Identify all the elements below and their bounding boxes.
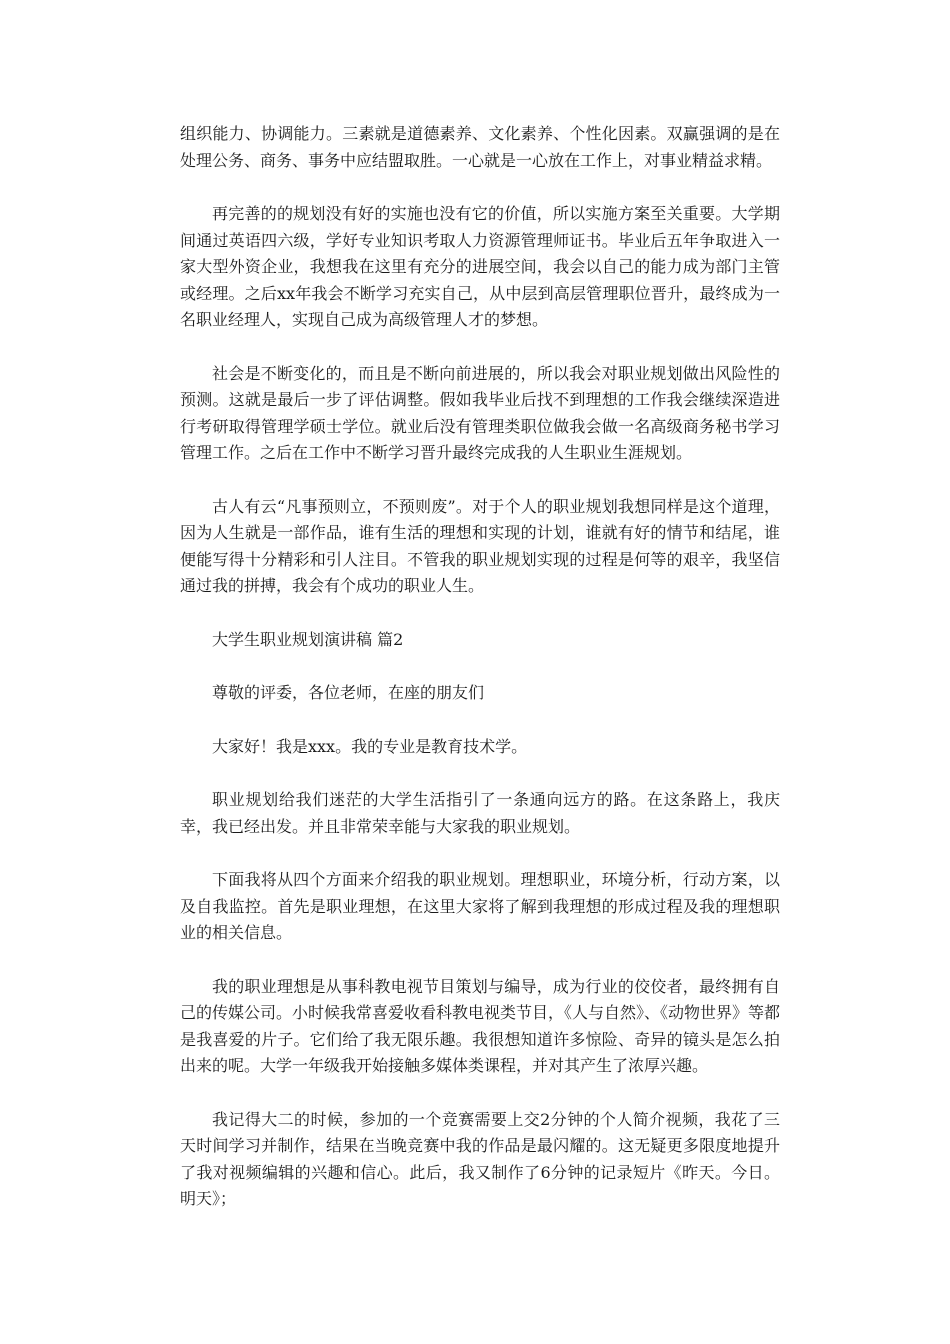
paragraph: 我的职业理想是从事科教电视节目策划与编导，成为行业的佼佼者，最终拥有自己的传媒公司。小时候我常喜爱收看科教电视类节目，《人与自然》、《动物世界》等都是我喜爱的片子。它们给了我无限乐趣。我很想知道许多惊险、奇异的镜头是怎么拍出来的呢。大学一年级我开始接触多媒体类课程，并对其产生了浓厚兴趣。 (180, 976, 781, 1075)
paragraph: 古人有云“凡事预则立，不预则废”。对于个人的职业规划我想同样是这个道理，因为人生就是一部作品，谁有生活的理想和实现的计划，谁就有好的情节和结尾，谁便能写得十分精彩和引人注目。不管我的职业规划实现的过程是何等的艰辛，我坚信通过我的拼搏，我会有个成功的职业人生。 (180, 496, 780, 595)
paragraph: 下面我将从四个方面来介绍我的职业规划。理想职业，环境分析，行动方案，以及自我监控。首先是职业理想，在这里大家将了解到我理想的形成过程及我的理想职业的相关信息。 (180, 870, 780, 942)
greeting: 大家好！我是xxx。我的专业是教育技术学。 (212, 736, 528, 756)
salutation: 尊敬的评委，各位老师，在座的朋友们 (212, 683, 485, 702)
paragraph: 职业规划给我们迷茫的大学生活指引了一条通向远方的路。在这条路上，我庆幸，我已经出发。并且非常荣幸能与大家我的职业规划。 (180, 790, 780, 836)
section-heading: 大学生职业规划演讲稿 篇2 (212, 629, 404, 649)
paragraph: 再完善的的规划没有好的实施也没有它的价值，所以实施方案至关重要。大学期间通过英语四六级，学好专业知识考取人力资源管理师证书。毕业后五年争取进入一家大型外资企业，我想我在这里有充分的进展空间，我会以自己的能力成为部门主管或经理。之后xx年我会不断学习充实自己，从中层到高层管理职位晋升，最终成为一名职业经理人，实现自己成为高级管理人才的梦想。 (180, 204, 780, 329)
paragraph: 组织能力、协调能力。三素就是道德素养、文化素养、个性化因素。双赢强调的是在处理公务、商务、事务中应结盟取胜。一心就是一心放在工作上，对事业精益求精。 (180, 124, 780, 170)
paragraph: 社会是不断变化的，而且是不断向前进展的，所以我会对职业规划做出风险性的预测。这就是最后一步了评估调整。假如我毕业后找不到理想的工作我会继续深造进行考研取得管理学硕士学位。就业后没有管理类职位做我会做一名高级商务秘书学习管理工作。之后在工作中不断学习晋升最终完成我的人生职业生涯规划。 (180, 363, 780, 462)
document-body (180, 121, 780, 1240)
paragraph: 我记得大二的时候，参加的一个竞赛需要上交2分钟的个人简介视频，我花了三天时间学习并制作，结果在当晚竞赛中我的作品是最闪耀的。这无疑更多限度地提升了我对视频编辑的兴趣和信心。此后，我又制作了6分钟的记录短片《昨天。今日。明天》； (180, 1109, 780, 1208)
